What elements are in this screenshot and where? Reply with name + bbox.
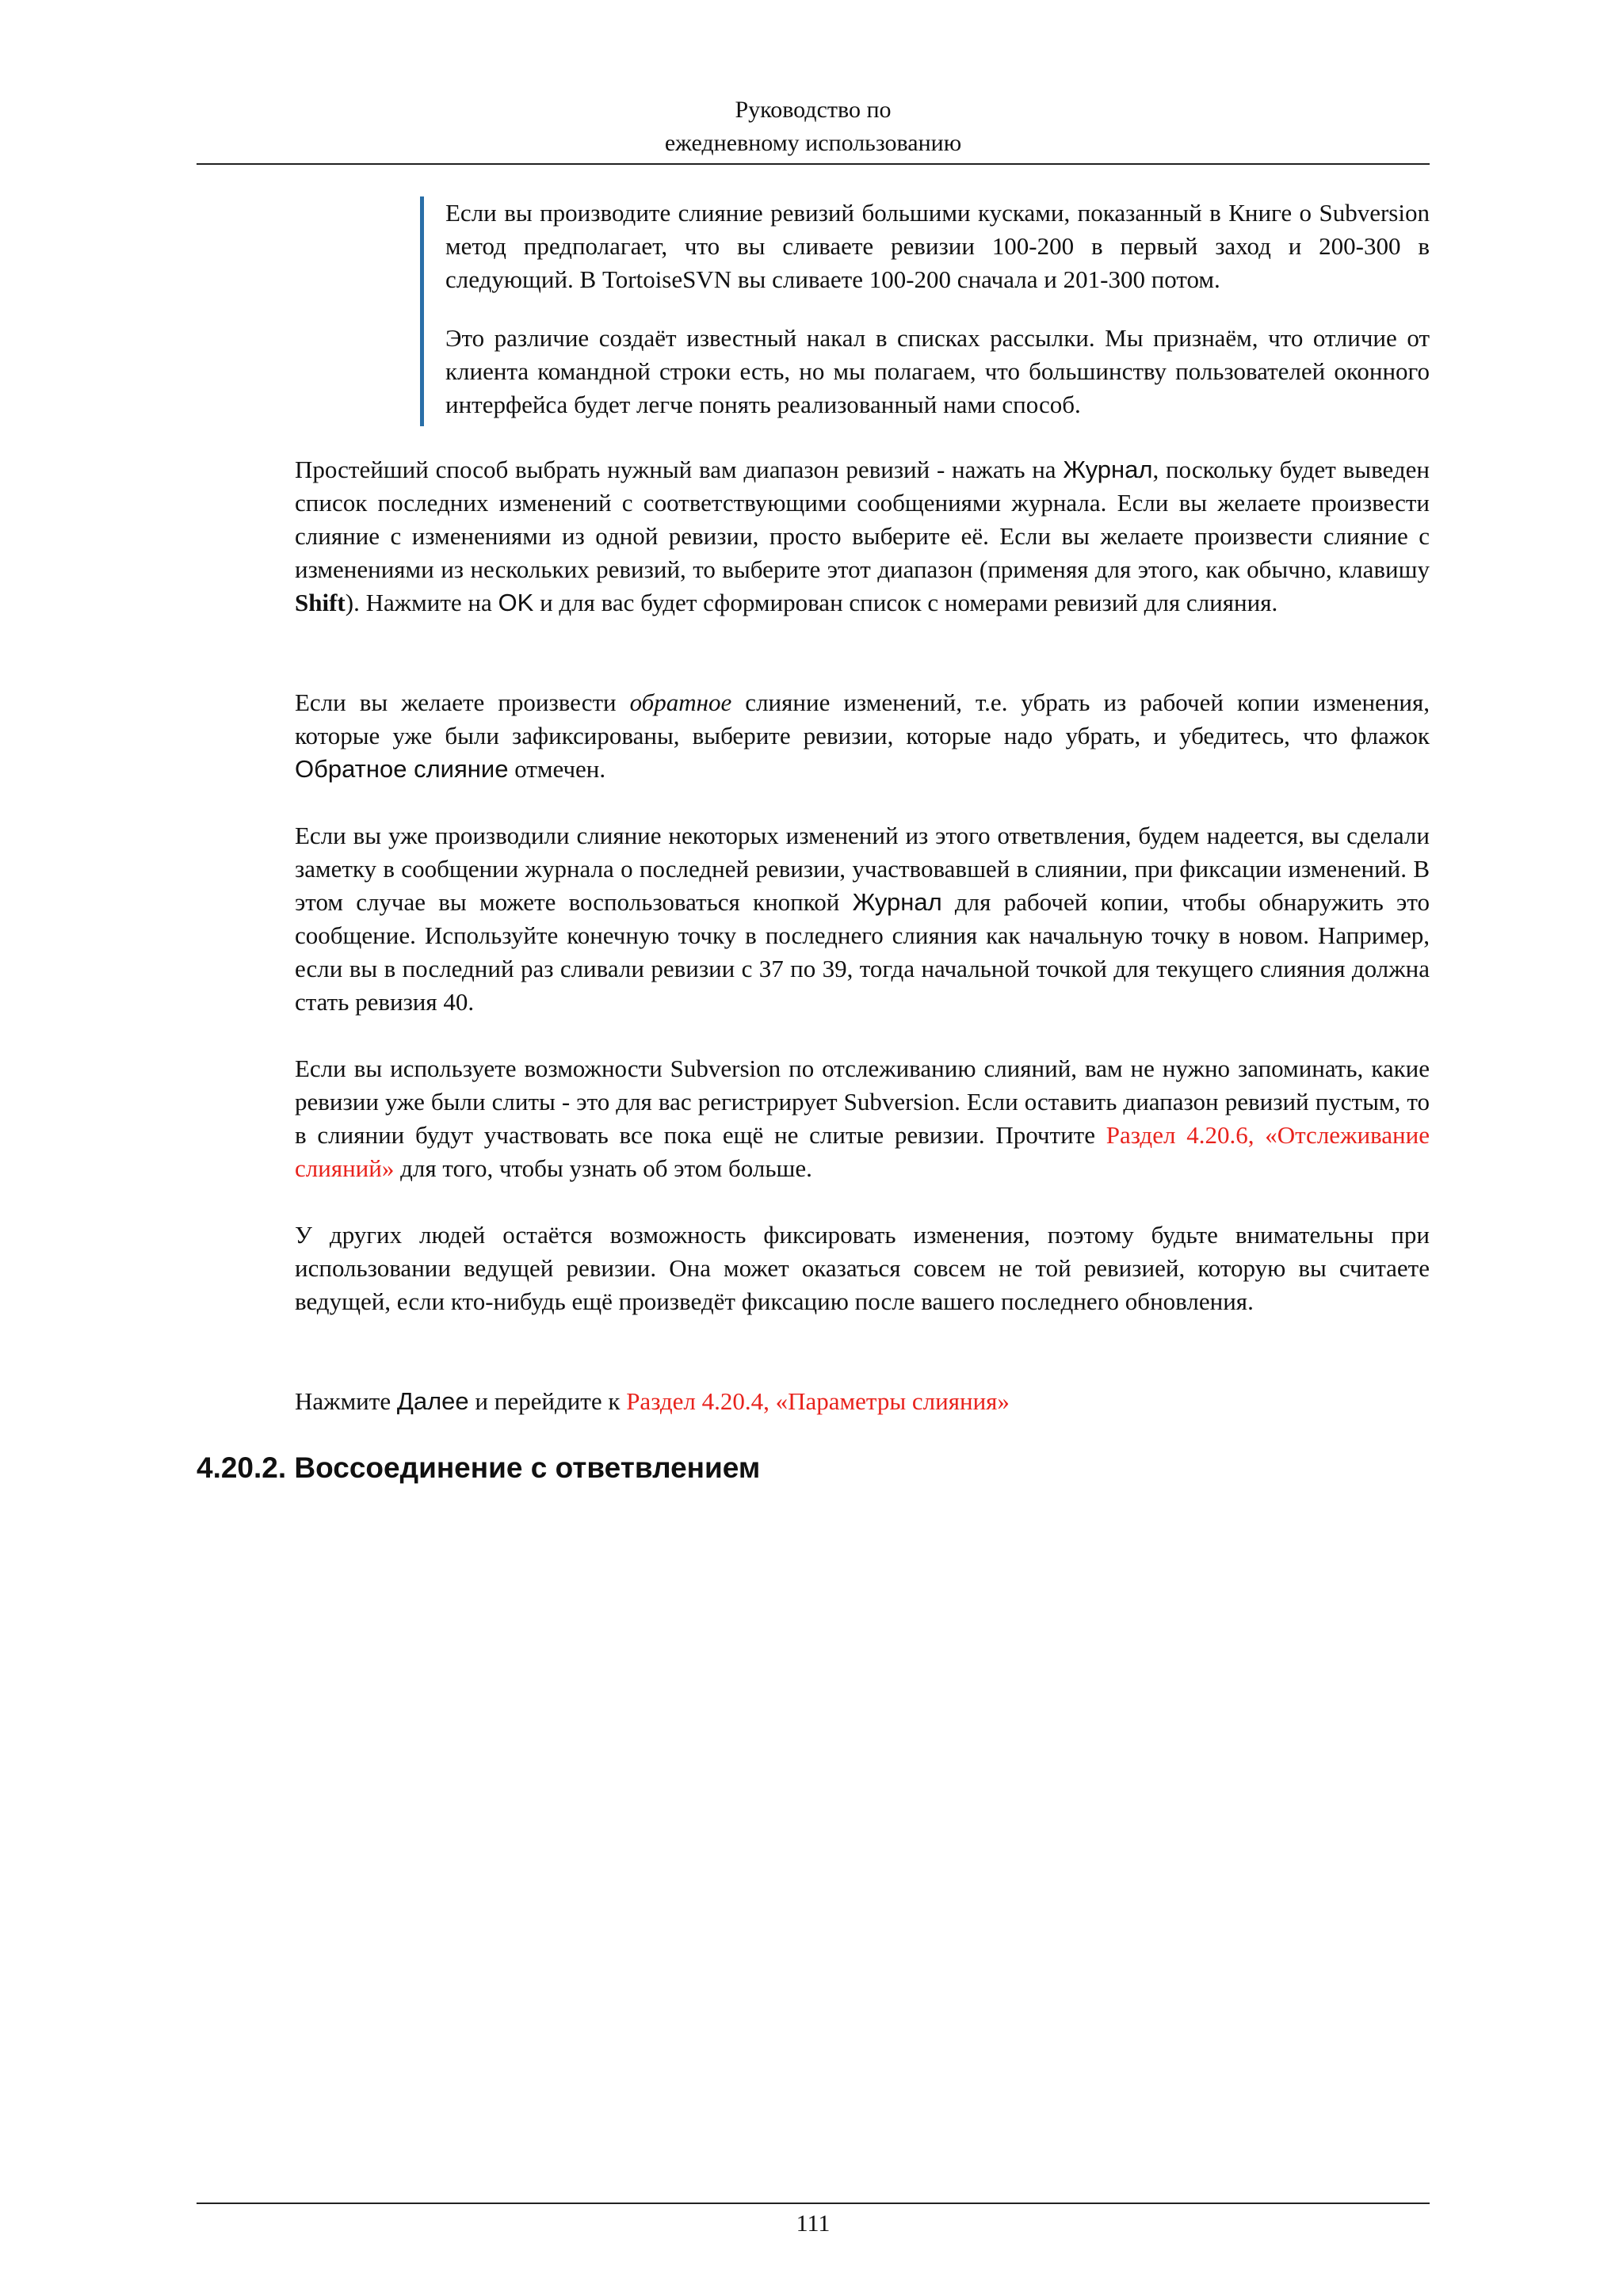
header-title-line-1: Руководство по — [735, 97, 892, 123]
ui-label-log: Журнал — [1063, 456, 1153, 483]
text-run: Если вы желаете произвести — [295, 688, 630, 716]
paragraph-revision-range — [295, 453, 1430, 620]
page-header — [197, 93, 1430, 160]
note-paragraph-2: Это различие создаёт известный накал в списках рассылки. Мы признаём, что отличие от клиента командной строки есть, но мы полагаем, что большинству пользователей оконного интерфейса будет легче понять реализованный нами способ. — [445, 324, 1430, 418]
paragraph-previous-merge — [295, 819, 1430, 1019]
note-paragraph-1: Если вы производите слияние ревизий большими кусками, показанный в Книге о Subversion метод предполагает, что вы сливаете ревизии 100-200 в первый заход и 200-300 в следующий. В TortoiseSVN вы сливаете 100-200 сначала и 201-300 потом. — [445, 199, 1430, 293]
text-run: и для вас будет сформирован список с номерами ревизий для слияния. — [533, 589, 1278, 616]
ui-label-reverse-merge: Обратное слияние — [295, 755, 509, 783]
page-number: 111 — [796, 2210, 831, 2237]
text-run: для рабочей копии, чтобы обнаружить это сообщение. Используйте конечную точку в последнего слияния как начальную точку в новом. Например, если вы в последний раз сливали ревизии с 37 по 39, тогда начальной точкой для текущего слияния должна стать ревизия 40. — [295, 888, 1430, 1016]
header-divider — [197, 163, 1430, 165]
text-run: для того, чтобы узнать об этом больше. — [394, 1154, 812, 1182]
text-run: отмечен. — [508, 755, 606, 783]
text-run: ). Нажмите на — [345, 589, 498, 616]
section-heading: 4.20.2. Воссоединение с ответвлением — [197, 1451, 761, 1484]
ui-label-log: Журнал — [852, 888, 942, 916]
text-run: Нажмите — [295, 1387, 397, 1415]
emphasis-reverse: обратное — [629, 688, 732, 716]
text-run: Если вы используете возможности Subversion по отслеживанию слияний, вам не нужно запоминать, какие ревизии уже были слиты - это для вас регистрирует Subversion. Если оставить диапазон ревизий пустым, то в слиянии будут участвовать все пока ещё не слитые ревизии. Прочтите — [295, 1055, 1430, 1149]
paragraph-next-step — [295, 1385, 1430, 1418]
footer-divider — [197, 2203, 1430, 2204]
paragraph-merge-tracking — [295, 1052, 1430, 1185]
note-block — [420, 196, 1434, 426]
paragraph-reverse-merge — [295, 686, 1430, 786]
ui-label-ok: OK — [498, 589, 534, 616]
text-run: Простейший способ выбрать нужный вам диапазон ревизий - нажать на — [295, 456, 1064, 483]
text-run: слияние изменений, т.е. убрать из рабочей копии изменения, которые уже были зафиксированы, выберите ревизии, которые надо убрать, и убедитесь, что флажок — [295, 688, 1430, 749]
text-run: Если вы уже производили слияние некоторых изменений из этого ответвления, будем надеется, вы сделали заметку в сообщении журнала о последней ревизии, участвовавшей в слиянии, при фиксации изменений. В этом случае вы можете воспользоваться кнопкой — [295, 822, 1430, 916]
link-merge-options[interactable]: Раздел 4.20.4, «Параметры слияния» — [626, 1387, 1010, 1415]
text-run: У других людей остаётся возможность фиксировать изменения, поэтому будьте внимательны при использовании ведущей ревизии. Она может оказаться совсем не той ревизией, которую вы считаете ведущей, если кто-нибудь ещё произведёт фиксацию после вашего последнего обновления. — [295, 1221, 1430, 1315]
text-run: и перейдите к — [468, 1387, 627, 1415]
text-run: , поскольку будет выведен список последних изменений с соответствующими сообщениями журнала. Если вы желаете произвести слияние с изменениями из одной ревизии, просто выберите её. Если вы желаете произвести слияние с изменениями из нескольких ревизий, то выберите этот диапазон (применяя для этого, как обычно, клавишу — [295, 456, 1430, 583]
header-title-line-2: ежедневному использованию — [664, 130, 962, 156]
ui-label-next: Далее — [396, 1387, 469, 1415]
key-name-shift: Shift — [295, 589, 346, 616]
link-merge-tracking[interactable]: Раздел 4.20.6, «Отслеживание слияний» — [295, 1121, 1430, 1182]
paragraph-head-revision — [295, 1219, 1430, 1318]
